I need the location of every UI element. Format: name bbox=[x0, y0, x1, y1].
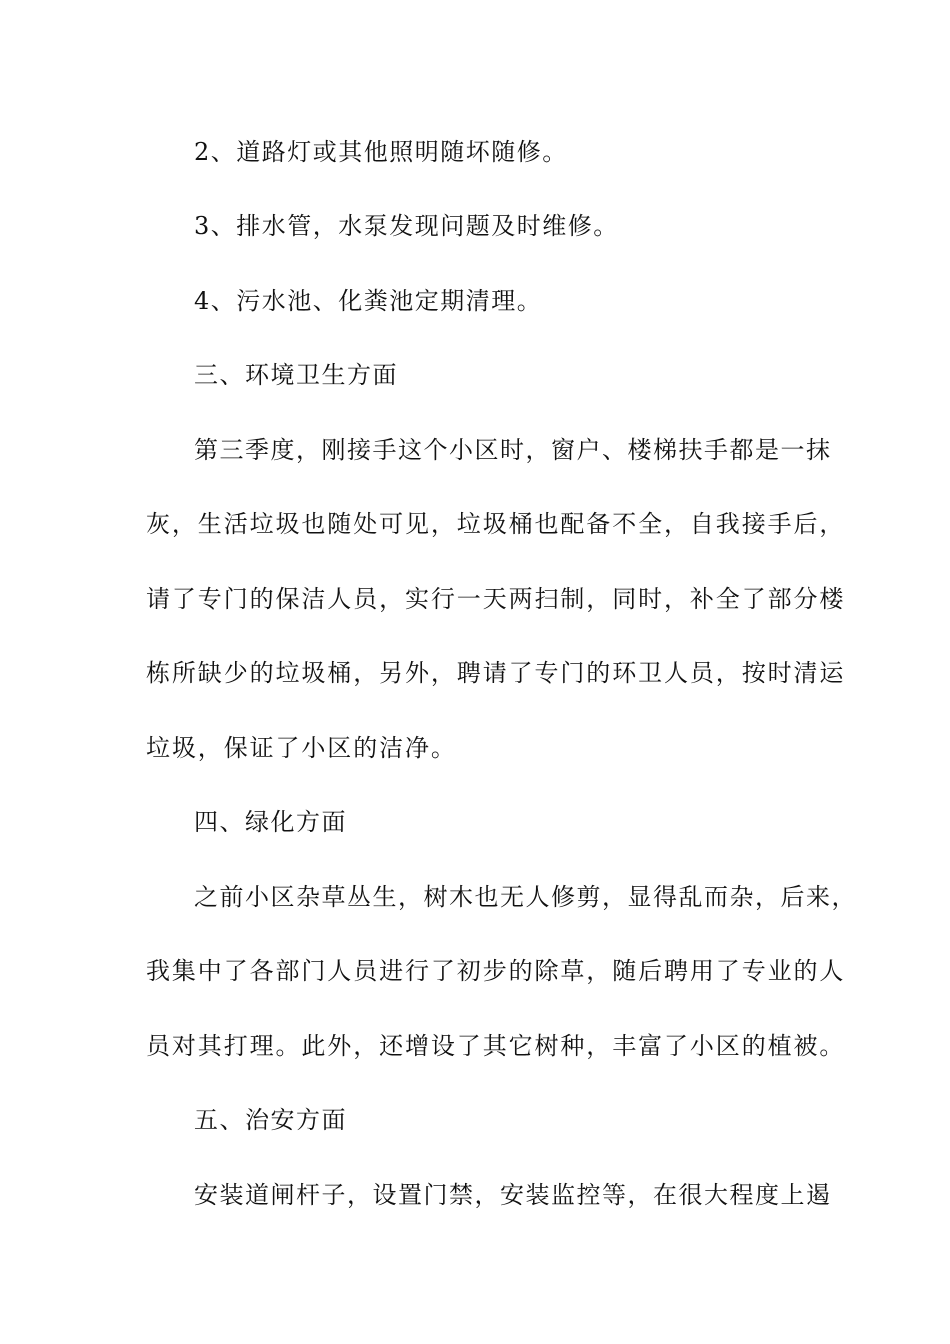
paragraph-line: 请了专门的保洁人员，实行一天两扫制，同时，补全了部分楼 bbox=[146, 585, 846, 613]
section-heading-greening: 四、绿化方面 bbox=[194, 808, 347, 836]
paragraph-line: 员对其打理。此外，还增设了其它树种，丰富了小区的植被。 bbox=[146, 1032, 846, 1060]
paragraph-line: 栋所缺少的垃圾桶，另外，聘请了专门的环卫人员，按时清运 bbox=[146, 659, 846, 687]
section-heading-security: 五、治安方面 bbox=[194, 1106, 347, 1134]
list-item-street-lights: 2、道路灯或其他照明随坏随修。 bbox=[194, 138, 568, 166]
list-item-sewage: 4、污水池、化粪池定期清理。 bbox=[194, 287, 543, 315]
section-heading-sanitation: 三、环境卫生方面 bbox=[194, 361, 398, 389]
paragraph-line: 之前小区杂草丛生，树木也无人修剪，显得乱而杂，后来， bbox=[194, 883, 857, 911]
list-item-drainage: 3、排水管，水泵发现问题及时维修。 bbox=[194, 212, 619, 240]
paragraph-line: 垃圾，保证了小区的洁净。 bbox=[146, 734, 457, 762]
paragraph-line: 安装道闸杆子，设置门禁，安装监控等，在很大程度上遏 bbox=[194, 1181, 832, 1209]
paragraph-line: 我集中了各部门人员进行了初步的除草，随后聘用了专业的人 bbox=[146, 957, 846, 985]
paragraph-line: 第三季度，刚接手这个小区时，窗户、楼梯扶手都是一抹 bbox=[194, 436, 832, 464]
paragraph-line: 灰，生活垃圾也随处可见，垃圾桶也配备不全，自我接手后， bbox=[146, 510, 846, 538]
